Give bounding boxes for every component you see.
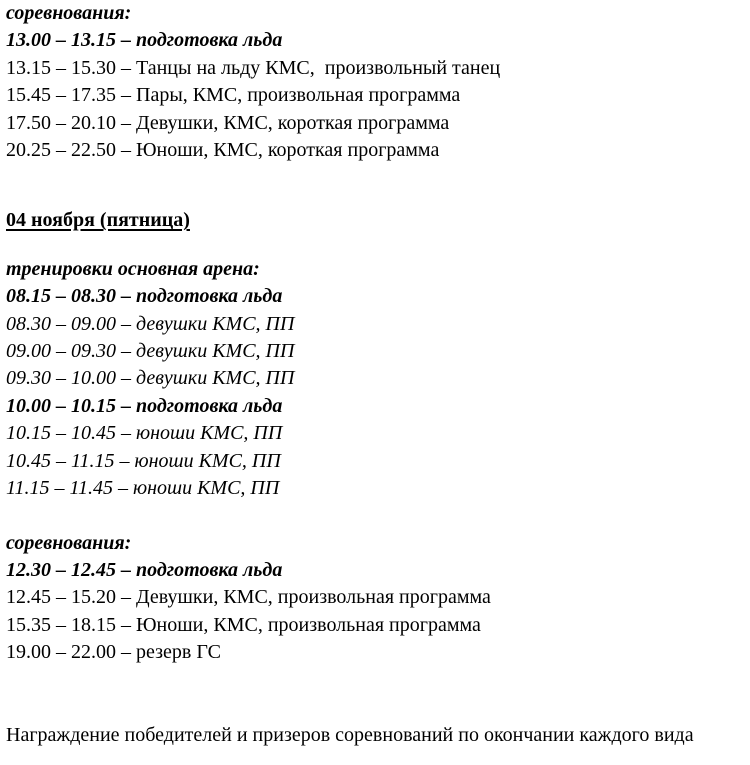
ice-prep-line: 13.00 – 13.15 – подготовка льда xyxy=(6,29,283,52)
section-competitions-day2 xyxy=(6,530,750,667)
training-session-line: 09.30 – 10.00 – девушки КМС, ПП xyxy=(6,367,295,390)
competitions-day1-label: соревнования: xyxy=(6,2,132,24)
day-heading xyxy=(6,207,750,234)
training-session-line: 10.45 – 11.15 – юноши КМС, ПП xyxy=(6,449,281,472)
event-line: 12.45 – 15.20 – Девушки, КМС, произвольная программа xyxy=(6,586,491,609)
section-competitions-day1 xyxy=(6,0,750,164)
ice-prep-line: 12.30 – 12.45 – подготовка льда xyxy=(6,558,283,581)
event-line: 15.45 – 17.35 – Пары, КМС, произвольная программа xyxy=(6,84,461,107)
competitions-day2-label: соревнования: xyxy=(6,531,132,554)
event-line: 19.00 – 22.00 – резерв ГС xyxy=(6,641,221,664)
event-line: 13.15 – 15.30 – Танцы на льду КМС, произвольный танец xyxy=(6,56,501,79)
training-session-line: 09.00 – 09.30 – девушки КМС, ПП xyxy=(6,340,295,363)
footer-note: Награждение победителей и призеров соревнований по окончании каждого вида xyxy=(6,723,694,746)
ice-prep-line: 10.00 – 10.15 – подготовка льда xyxy=(6,394,283,417)
event-line: 20.25 – 22.50 – Юноши, КМС, короткая программа xyxy=(6,139,440,162)
day-heading-text: 04 ноября (пятница) xyxy=(6,209,190,232)
training-session-line: 08.30 – 09.00 – девушки КМС, ПП xyxy=(6,312,295,335)
training-session-line: 10.15 – 10.45 – юноши КМС, ПП xyxy=(6,422,283,445)
training-session-line: 11.15 – 11.45 – юноши КМС, ПП xyxy=(6,477,280,500)
training-label: тренировки основная арена: xyxy=(6,257,260,280)
event-line: 17.50 – 20.10 – Девушки, КМС, короткая программа xyxy=(6,111,450,134)
ice-prep-line: 08.15 – 08.30 – подготовка льда xyxy=(6,285,283,308)
section-training xyxy=(6,256,750,503)
event-line: 15.35 – 18.15 – Юноши, КМС, произвольная программа xyxy=(6,613,481,636)
